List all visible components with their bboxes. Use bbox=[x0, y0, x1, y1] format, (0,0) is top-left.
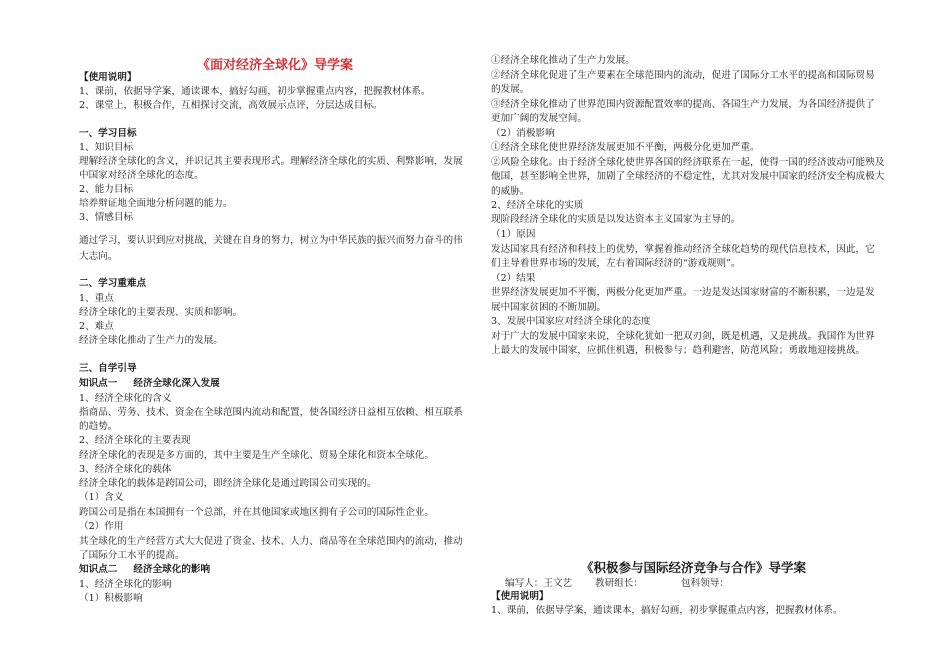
knowledge-point-1-label: 知识点一 bbox=[79, 378, 118, 389]
k1-carrier: 3、经济全球化的载体 bbox=[79, 464, 172, 475]
knowledge-point-2-title: 经济全球化的影响 bbox=[133, 564, 211, 575]
goal-knowledge-text: 理解经济全球化的含义，并识记其主要表现形式。理解经济全球化的实质、利弊影响，发展 bbox=[79, 156, 463, 167]
right-column bbox=[491, 0, 901, 671]
k1-definition: 1、经济全球化的含义 bbox=[79, 393, 172, 404]
k1-definition-text-2: 的趋势。 bbox=[79, 421, 118, 432]
k1-carrier-meaning: （1）含义 bbox=[79, 492, 124, 503]
author-field: 编写人：王文艺 bbox=[505, 578, 573, 589]
key-point-text: 经济全球化的主要表现、实质和影响。 bbox=[79, 307, 243, 318]
k1-carrier-role: （2）作用 bbox=[79, 521, 124, 532]
positive-3-cont: 更加广阔的发展空间。 bbox=[491, 113, 587, 124]
goal-knowledge-text-2: 中国家对经济全球化的态度。 bbox=[79, 170, 204, 181]
right-title: 《积极参与国际经济竞争与合作》导学案 bbox=[581, 560, 807, 575]
k1-manifestation-text: 经济全球化的表现是多方面的，其中主要是生产全球化、贸易全球化和资本全球化。 bbox=[79, 450, 434, 461]
knowledge-point-1 bbox=[79, 377, 220, 391]
essence: 2、经济全球化的实质 bbox=[491, 200, 584, 211]
usage-heading: 【使用说明】 bbox=[79, 72, 137, 83]
essence-result-text-2: 展中国家贫困的不断加剧。 bbox=[491, 302, 607, 313]
left-column bbox=[79, 0, 479, 671]
knowledge-point-2 bbox=[79, 563, 210, 577]
usage-item-1: 1、课前，依据导学案，通读课本，搞好勾画，初步掌握重点内容，把握教材体系。 bbox=[79, 86, 431, 97]
negative-2: ②风险全球化。由于经济全球化使世界各国的经济联系在一起，使得一国的经济波动可能殃及 bbox=[491, 157, 885, 168]
knowledge-point-1-title: 经济全球化深入发展 bbox=[133, 378, 220, 389]
k2-positive-impact: （1）积极影响 bbox=[79, 593, 143, 604]
essence-cause: （1）原因 bbox=[491, 229, 536, 240]
goal-ability: 2、能力目标 bbox=[79, 184, 134, 195]
negative-2-cont-2: 的威胁。 bbox=[491, 186, 530, 197]
difficult-point-text: 经济全球化推动了生产力的发展。 bbox=[79, 335, 223, 346]
positive-2: ②经济全球化促进了生产要素在全球范围内的流动，促进了国际分工水平的提高和国际贸易 bbox=[491, 70, 875, 81]
left-title: 《面对经济全球化》导学案 bbox=[197, 58, 354, 73]
k1-carrier-text: 经济全球化的载体是跨国公司，即经济全球化是通过跨国公司实现的。 bbox=[79, 478, 377, 489]
k1-manifestation: 2、经济全球化的主要表现 bbox=[79, 435, 191, 446]
usage-item-2: 2、课堂上，积极合作，互相探讨交流，高效展示点评，分层达成目标。 bbox=[79, 100, 383, 111]
attitude-text: 对于广大的发展中国家来说，全球化犹如一把双刃剑，既是机遇，又是挑战。我国作为世界 bbox=[491, 331, 875, 342]
section-heading-self-study: 三、自学引导 bbox=[79, 363, 137, 374]
negative-impact: （2）消极影响 bbox=[491, 128, 555, 139]
section-heading-key-points: 二、学习重难点 bbox=[79, 278, 147, 289]
section-heading-goals: 一、学习目标 bbox=[79, 128, 137, 139]
k1-definition-text: 指商品、劳务、技术、资金在全球范围内流动和配置，使各国经济日益相互依赖、相互联系 bbox=[79, 407, 463, 418]
negative-1: ①经济全球化使世界经济发展更加不平衡，两极分化更加严重。 bbox=[491, 142, 760, 153]
usage-item-1-2: 1、课前，依据导学案，通读课本，搞好勾画，初步掌握重点内容，把握教材体系。 bbox=[491, 605, 843, 616]
attitude: 3、发展中国家应对经济全球化的态度 bbox=[491, 316, 651, 327]
goal-emotion-text-2: 大志向。 bbox=[79, 251, 118, 262]
goal-emotion-text: 通过学习，要认识到应对挑战，关键在自身的努力，树立为中华民族的振兴而努力奋斗的伟 bbox=[79, 235, 463, 246]
goal-knowledge: 1、知识目标 bbox=[79, 142, 134, 153]
usage-heading-2: 【使用说明】 bbox=[491, 591, 549, 602]
knowledge-point-2-label: 知识点二 bbox=[79, 564, 118, 575]
essence-text: 现阶段经济全球化的实质是以发达资本主义国家为主导的。 bbox=[491, 214, 741, 225]
essence-result-text: 世界经济发展更加不平衡，两极分化更加严重。一边是发达国家财富的不断积累，一边是发 bbox=[491, 287, 875, 298]
negative-2-cont: 他国，甚至影响全世界，加剧了全球经济的不稳定性，尤其对发展中国家的经济安全构成极大 bbox=[491, 171, 885, 182]
k1-carrier-meaning-text: 跨国公司是指在本国拥有一个总部，并在其他国家或地区拥有子公司的国际性企业。 bbox=[79, 507, 434, 518]
positive-2-cont: 的发展。 bbox=[491, 84, 530, 95]
key-point: 1、重点 bbox=[79, 293, 114, 304]
essence-cause-text: 发达国家具有经济和科技上的优势，掌握着推动经济全球化趋势的现代信息技术，因此，它 bbox=[491, 244, 875, 255]
positive-3: ③经济全球化推动了世界范围内资源配置效率的提高、各国生产力发展，为各国经济提供了 bbox=[491, 99, 875, 110]
k1-carrier-role-text-2: 了国际分工水平的提高。 bbox=[79, 550, 185, 561]
k1-carrier-role-text: 其全球化的生产经营方式大大促进了资金、技术、人力、商品等在全球范围内的流动，推动 bbox=[79, 536, 463, 547]
essence-cause-text-2: 们主导着世界市场的发展，左右着国际经济的“游戏规则”。 bbox=[491, 258, 741, 269]
goal-emotion: 3、情感目标 bbox=[79, 212, 134, 223]
k2-impact: 1、经济全球化的影响 bbox=[79, 579, 172, 590]
positive-1: ①经济全球化推动了生产力发展。 bbox=[491, 55, 635, 66]
leader-field: 教研组长： bbox=[595, 578, 643, 589]
goal-ability-text: 培养辩证地全面地分析问题的能力。 bbox=[79, 198, 233, 209]
essence-result: （2）结果 bbox=[491, 273, 536, 284]
department-field: 包科领导： bbox=[681, 578, 729, 589]
attitude-text-2: 上最大的发展中国家，应抓住机遇，积极参与；趋利避害，防范风险；勇敢地迎接挑战。 bbox=[491, 345, 866, 356]
difficult-point: 2、难点 bbox=[79, 321, 114, 332]
